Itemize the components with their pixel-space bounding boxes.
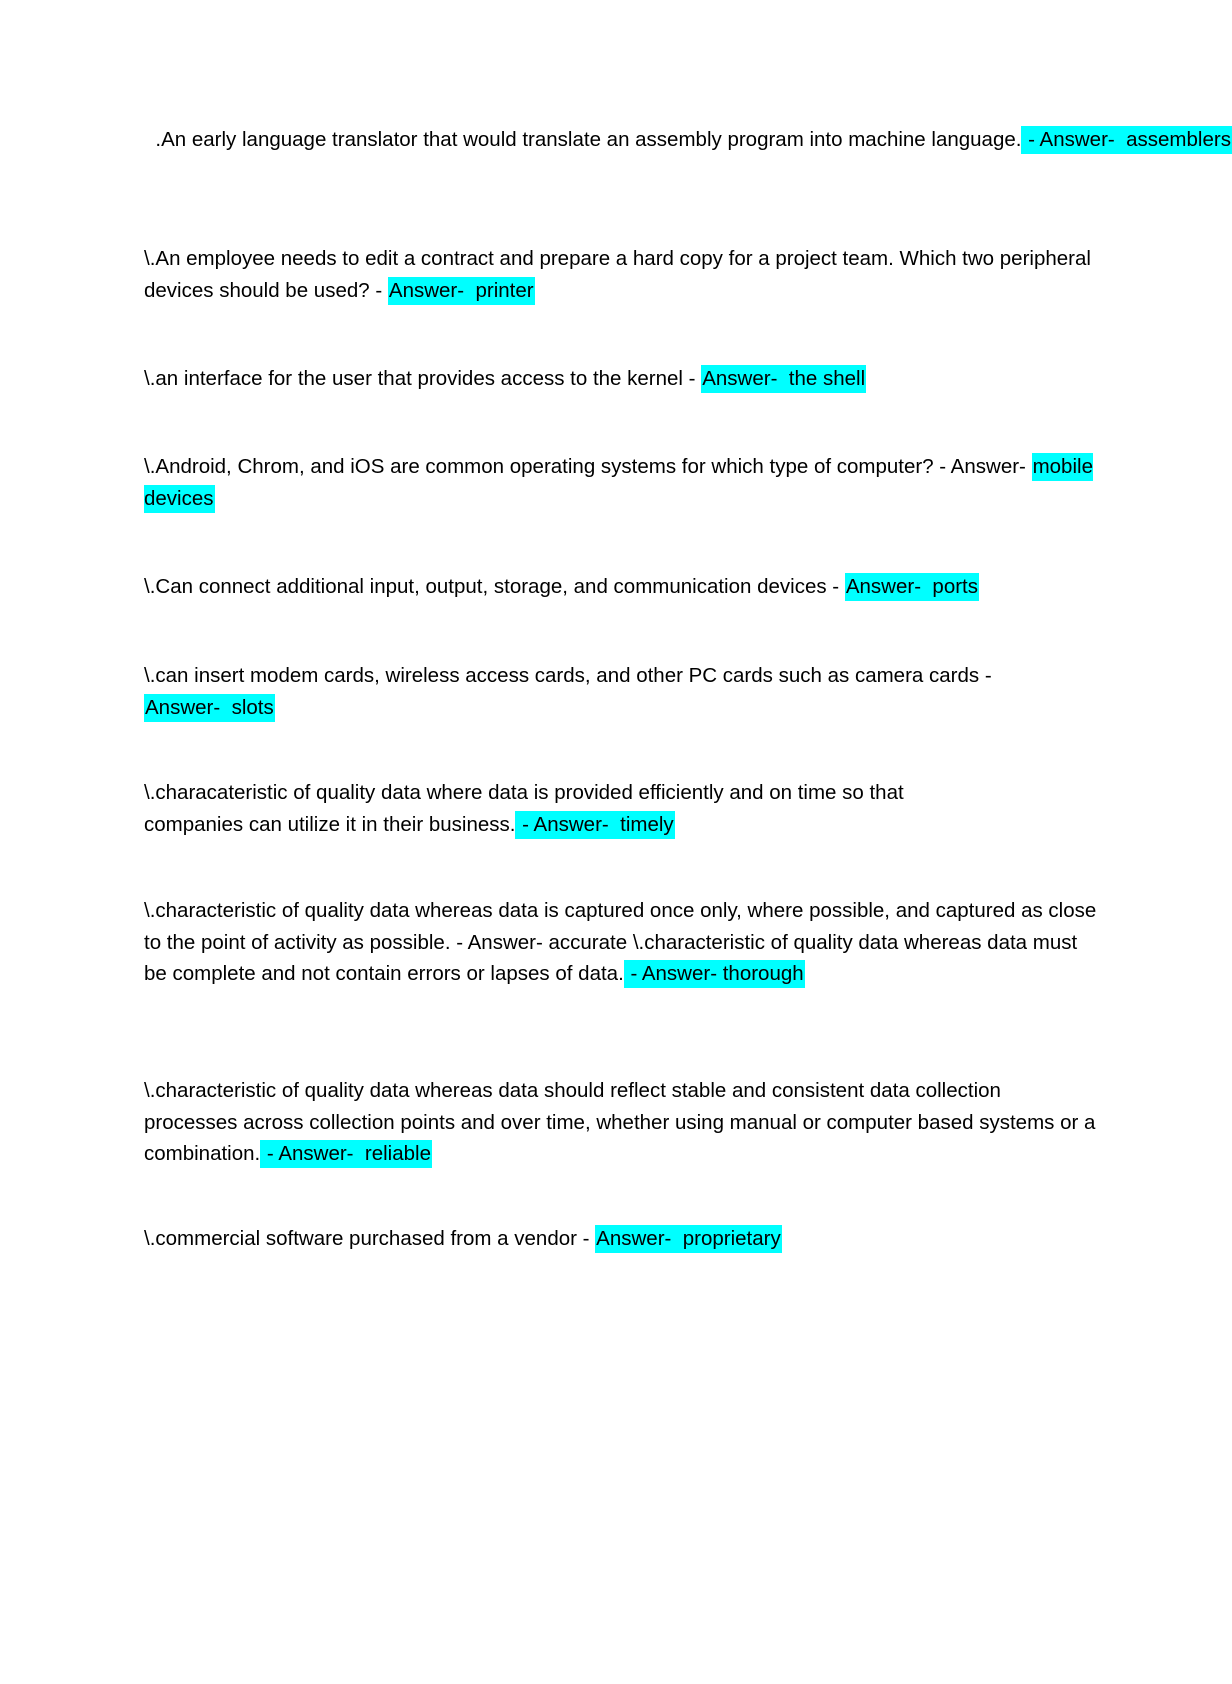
answer-highlight: - Answer- reliable xyxy=(260,1140,432,1168)
answer-highlight: Answer- printer xyxy=(388,277,535,305)
answer-highlight: Answer- slots xyxy=(144,694,275,722)
question-text: \.characteristic of quality data whereas data should reflect stable and consistent data collection processes across collection points and over time, whether using manual or computer based systems or a combination. xyxy=(144,1079,1096,1165)
answer-highlight: - Answer- assemblers xyxy=(1021,126,1231,154)
answer-highlight: mobile devices xyxy=(144,453,1093,513)
question-text: \.An employee needs to edit a contract and prepare a hard copy for a project team. Which two peripheral devices should be used? - xyxy=(144,247,1091,302)
qa-item-5 xyxy=(144,571,1104,603)
answer-highlight: - Answer- thorough xyxy=(624,960,805,988)
question-text: \.characteristic of quality data whereas data is captured once only, where possible, and captured as close to the point of activity as possible. xyxy=(144,899,1097,954)
question-text: \.an interface for the user that provides access to the kernel - xyxy=(144,367,702,390)
answer-highlight: Answer- ports xyxy=(845,573,979,601)
answer-highlight: Answer- proprietary xyxy=(595,1225,782,1253)
qa-item-10 xyxy=(144,1223,1104,1255)
qa-item-8 xyxy=(144,895,1099,990)
plain-answer-text: - Answer- accurate \.characteristic of quality data whereas data must be complete and not contain errors or lapses of data. xyxy=(144,930,1078,985)
answer-highlight: Answer- the shell xyxy=(701,365,866,393)
question-text: \.characateristic of quality data where data is provided efficiently and on time so that companies can utilize it in their business. xyxy=(144,781,904,836)
question-text: \.Android, Chrom, and iOS are common operating systems for which type of computer? - Answer- xyxy=(144,455,1032,478)
qa-item-6 xyxy=(144,660,1104,723)
qa-item-7 xyxy=(144,777,964,840)
question-text: \.can insert modem cards, wireless access cards, and other PC cards such as camera cards - xyxy=(144,664,992,687)
qa-item-1 xyxy=(144,124,1231,156)
qa-item-9 xyxy=(144,1075,1099,1170)
qa-item-4 xyxy=(144,451,1104,514)
qa-item-2 xyxy=(144,243,1104,306)
qa-item-3 xyxy=(144,363,1104,395)
question-text: \.commercial software purchased from a vendor - xyxy=(144,1227,596,1250)
question-text: .An early language translator that would translate an assembly program into machine language. xyxy=(144,128,1022,151)
question-text: \.Can connect additional input, output, storage, and communication devices - xyxy=(144,575,845,598)
answer-highlight: - Answer- timely xyxy=(515,811,674,839)
